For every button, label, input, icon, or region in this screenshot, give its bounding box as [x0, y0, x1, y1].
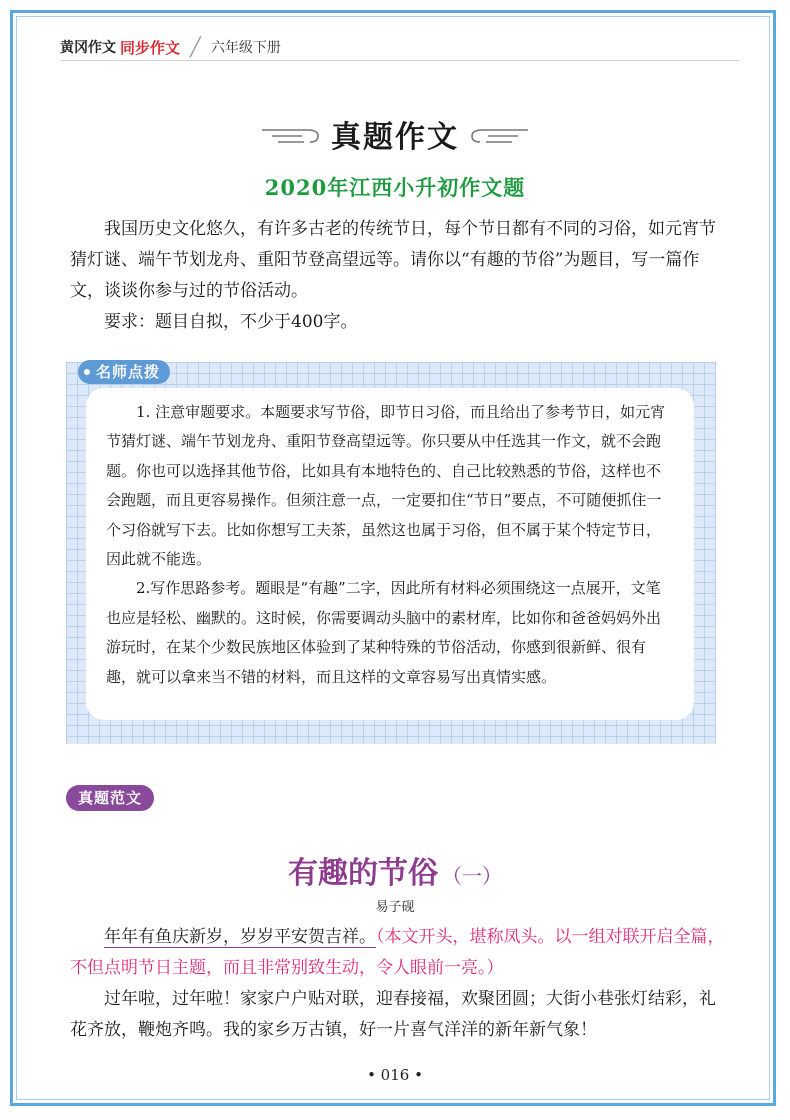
prompt-paragraph: 我国历史文化悠久，有许多古老的传统节日，每个节日都有不同的习俗，如元宵节猜灯谜、端午节划龙舟、重阳节登高望远等。请你以“有趣的节俗”为题目，写一篇作文，谈谈你参与过的节俗活动。 — [70, 219, 716, 301]
essay-title-text: 有趣的节俗 — [288, 856, 438, 891]
essay-title-number: （一） — [442, 864, 502, 888]
header-rule — [60, 60, 740, 61]
prompt-requirement: 要求：题目自拟，不少于400字。 — [104, 312, 358, 332]
sample-badge: 真题范文 — [66, 785, 154, 811]
grade-label: 六年级下册 — [210, 40, 281, 56]
badge-dot-icon — [84, 369, 90, 375]
running-header — [60, 36, 740, 58]
essay-paragraph: 过年啦，过年啦！家家户户贴对联，迎春接福，欢聚团圆；大街小巷张灯结彩，礼花齐放，鞭炮齐鸣。我的家乡万古镇，好一片喜气洋洋的新年新气象！ — [70, 989, 716, 1040]
prompt-body — [70, 214, 720, 338]
page-number: • 016 • — [367, 1066, 423, 1084]
essay-body — [70, 922, 730, 1046]
essay-opening-couplet: 年年有鱼庆新岁，岁岁平安贺吉祥。 — [104, 927, 376, 947]
series-name: 黄冈作文 — [60, 40, 116, 56]
tips-paragraph: 1. 注意审题要求。本题要求写节俗，即节日习俗，而且给出了参考节日，如元宵节猜灯谜、端午节划龙舟、重阳节登高望远等。你只要从中任选其一作文，就不会跑题。你也可以选择其他节俗，比如具有本地特色的、自己比较熟悉的节俗，这样也不会跑题，而且更容易操作。但须注意一点，一定要扣住“节日”要点，不可随便抓住一个习俗就写下去。比如你想写工夫茶，虽然这也属于习俗，但不属于某个特定节日，因此就不能选。 — [106, 403, 666, 569]
essay-annotation: （本文开头，堪称凤头。以一组对联开启全篇，不但点明节日主题，而且非常别致生动，令人眼前一亮。） — [70, 927, 725, 978]
essay-author: 易子砚 — [375, 900, 415, 915]
essay-title — [0, 848, 790, 892]
exam-title: 2020年江西小升初作文题 — [264, 175, 526, 200]
tips-badge-label: 名师点拨 — [96, 363, 161, 381]
tips-paragraph: 2.写作思路参考。题眼是“有趣”二字，因此所有材料必须围绕这一点展开，文笔也应是轻松、幽默的。这时候，你需要调动头脑中的素材库，比如你和爸爸妈妈外出游玩时，在某个少数民族地区体验到了某种特殊的节俗活动，你感到很新鲜、很有趣，就可以拿来当不错的材料，而且这样的文章容易写出真情实感。 — [106, 579, 662, 686]
series-subtitle: 同步作文 — [120, 38, 181, 57]
tips-badge — [78, 360, 170, 384]
section-title: 真题作文 — [331, 120, 459, 155]
tips-body — [106, 398, 672, 692]
cloud-ornament-right-icon — [462, 122, 532, 146]
essay-paragraph — [70, 922, 730, 984]
header-divider-icon: ╱ — [190, 36, 201, 58]
